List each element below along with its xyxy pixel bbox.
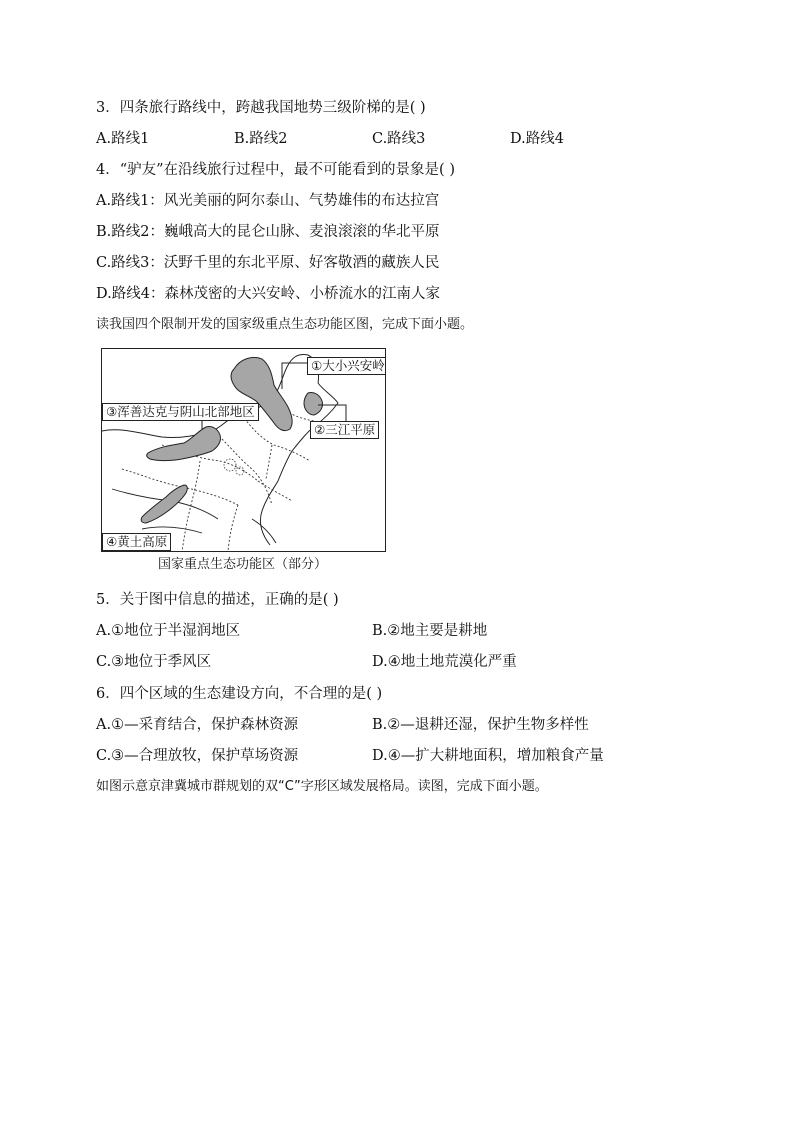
ecological-zone-map <box>101 348 386 552</box>
question-5-stem: 5．关于图中信息的描述，正确的是( ) <box>96 592 339 608</box>
question-3-option-d[interactable]: D.路线4 <box>510 131 564 147</box>
region-1-label: ①大小兴安岭 <box>307 357 386 375</box>
region-3-label: ③浑善达克与阴山北部地区 <box>102 403 259 421</box>
question-4-option-b[interactable]: B.路线2：巍峨高大的昆仑山脉、麦浪滚滚的华北平原 <box>96 224 440 240</box>
next-intro-text: 如图示意京津冀城市群规划的双“C”字形区域发展格局。读图，完成下面小题。 <box>96 779 548 794</box>
question-6-option-b[interactable]: B.②—退耕还湿，保护生物多样性 <box>372 717 589 733</box>
region-2-shape <box>304 392 323 415</box>
question-4-option-a[interactable]: A.路线1：风光美丽的阿尔泰山、气势雄伟的布达拉宫 <box>96 193 440 209</box>
question-6-stem: 6．四个区域的生态建设方向，不合理的是( ) <box>96 686 383 702</box>
region-4-shape <box>141 485 187 523</box>
question-3-option-a[interactable]: A.路线1 <box>96 131 150 147</box>
region-4-label: ④黄土高原 <box>102 533 171 551</box>
question-5-option-a[interactable]: A.①地位于半湿润地区 <box>96 623 241 639</box>
question-5-option-d[interactable]: D.④地土地荒漠化严重 <box>372 654 517 670</box>
question-6-option-d[interactable]: D.④—扩大耕地面积，增加粮食产量 <box>372 748 604 764</box>
question-4-stem: 4．“驴友”在沿线旅行过程中，最不可能看到的景象是( ) <box>96 162 455 178</box>
question-6-option-c[interactable]: C.③—合理放牧，保护草场资源 <box>96 748 299 764</box>
question-3-stem: 3．四条旅行路线中，跨越我国地势三级阶梯的是( ) <box>96 100 426 116</box>
question-3-option-c[interactable]: C.路线3 <box>372 131 426 147</box>
map-caption: 国家重点生态功能区（部分） <box>157 557 327 572</box>
question-5-option-c[interactable]: C.③地位于季风区 <box>96 654 212 670</box>
region-3-shape <box>147 426 221 460</box>
question-3-option-b[interactable]: B.路线2 <box>234 131 288 147</box>
question-6-option-a[interactable]: A.①—采育结合，保护森林资源 <box>96 717 299 733</box>
question-4-option-d[interactable]: D.路线4：森林茂密的大兴安岭、小桥流水的江南人家 <box>96 286 440 302</box>
map-intro-text: 读我国四个限制开发的国家级重点生态功能区图，完成下面小题。 <box>96 317 474 332</box>
question-5-option-b[interactable]: B.②地主要是耕地 <box>372 623 488 639</box>
map-graphic <box>102 349 385 551</box>
question-4-option-c[interactable]: C.路线3：沃野千里的东北平原、好客敬酒的藏族人民 <box>96 255 440 271</box>
region-2-label: ②三江平原 <box>310 421 379 439</box>
